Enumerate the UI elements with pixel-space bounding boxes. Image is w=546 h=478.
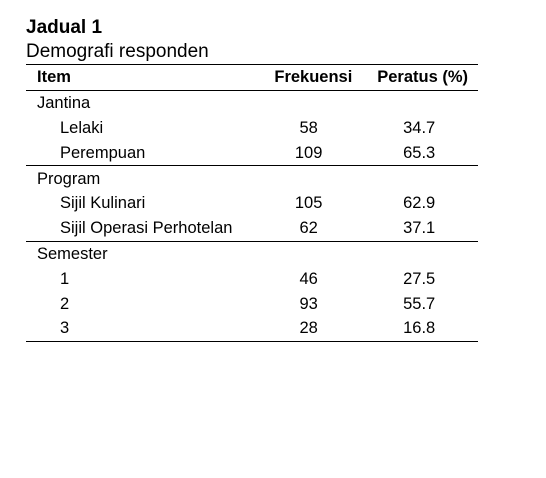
table-row bbox=[26, 216, 478, 241]
header-item: Item bbox=[37, 68, 71, 87]
group-label: Program bbox=[37, 169, 101, 188]
row-percent: 62.9 bbox=[403, 194, 436, 213]
row-frequency: 58 bbox=[299, 118, 318, 137]
row-frequency: 105 bbox=[294, 194, 323, 213]
row-frequency: 28 bbox=[299, 319, 318, 338]
table-header bbox=[26, 65, 478, 91]
header-frequency: Frekuensi bbox=[274, 68, 353, 87]
table-row bbox=[26, 291, 478, 316]
row-item: 2 bbox=[60, 294, 70, 313]
row-percent: 27.5 bbox=[403, 269, 436, 288]
table-caption: Demografi responden bbox=[26, 41, 209, 62]
document bbox=[26, 16, 478, 342]
row-percent: 37.1 bbox=[403, 219, 436, 238]
group-label: Jantina bbox=[37, 94, 91, 113]
row-frequency: 62 bbox=[299, 219, 318, 238]
group-label: Semester bbox=[37, 244, 108, 263]
table-row bbox=[26, 191, 478, 216]
demographics-table bbox=[26, 64, 478, 342]
row-item: Sijil Kulinari bbox=[60, 194, 146, 213]
row-item: Lelaki bbox=[60, 118, 104, 137]
header-percent: Peratus (%) bbox=[377, 68, 468, 87]
table-row bbox=[26, 140, 478, 165]
row-percent: 34.7 bbox=[403, 118, 436, 137]
row-percent: 65.3 bbox=[403, 143, 436, 162]
row-item: 3 bbox=[60, 319, 70, 338]
row-percent: 55.7 bbox=[403, 294, 436, 313]
table-row bbox=[26, 116, 478, 141]
table-row bbox=[26, 316, 478, 341]
row-percent: 16.8 bbox=[403, 319, 436, 338]
row-frequency: 93 bbox=[299, 294, 318, 313]
row-frequency: 46 bbox=[299, 269, 318, 288]
table-row bbox=[26, 266, 478, 291]
header-row bbox=[26, 65, 478, 91]
group-row-program bbox=[26, 166, 478, 191]
group-row-jantina bbox=[26, 90, 478, 115]
row-item: Sijil Operasi Perhotelan bbox=[60, 219, 233, 238]
table-body bbox=[26, 90, 478, 341]
group-row-semester bbox=[26, 241, 478, 266]
table-label: Jadual 1 bbox=[26, 17, 103, 38]
row-item: 1 bbox=[60, 269, 70, 288]
row-frequency: 109 bbox=[294, 143, 323, 162]
row-item: Perempuan bbox=[60, 143, 146, 162]
